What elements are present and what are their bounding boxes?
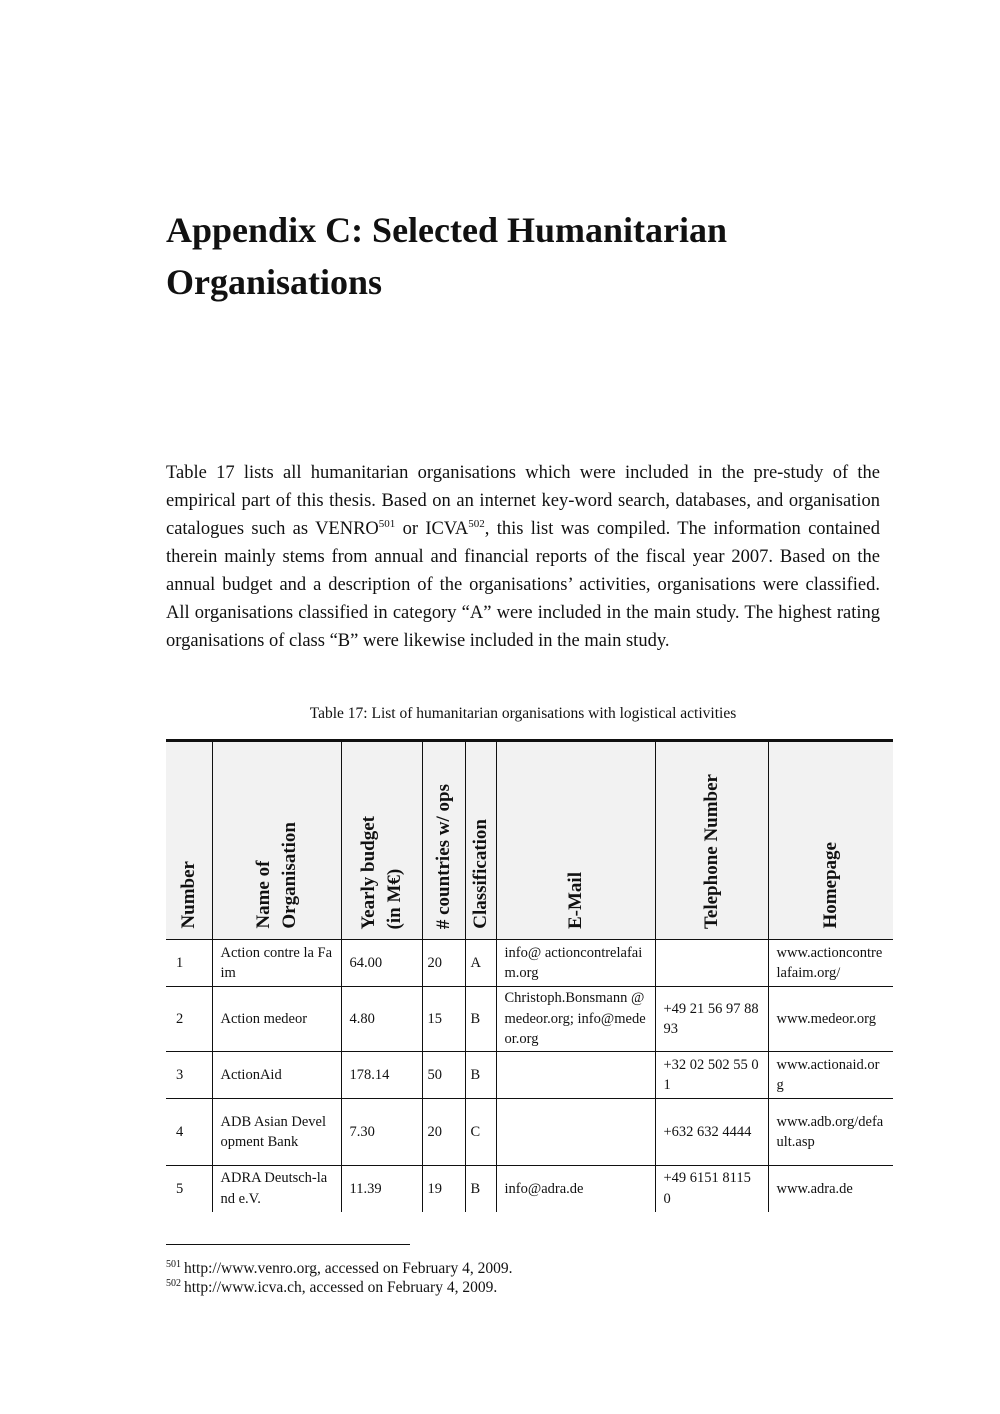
heading-line-1: Appendix C: Selected Humanitarian [166, 210, 728, 250]
header-name-label-2: Organisation [278, 822, 300, 929]
header-budget-label-2: (in M€) [383, 868, 405, 929]
header-homepage [768, 741, 893, 940]
paragraph-text-2: or ICVA [395, 519, 469, 539]
cell-homepage[interactable]: www.adb.org/default.asp [768, 1099, 893, 1166]
organisations-table [166, 739, 893, 1212]
cell-classification: B [465, 987, 496, 1052]
cell-name: ActionAid [212, 1052, 341, 1099]
footnote-ref-502[interactable]: 502 [468, 517, 485, 530]
table-row [166, 1166, 893, 1212]
cell-number: 5 [166, 1166, 212, 1212]
footnote-502 [166, 1278, 880, 1297]
cell-number: 4 [166, 1099, 212, 1166]
table-header-row [166, 741, 893, 940]
header-budget [341, 741, 422, 940]
header-number [166, 741, 212, 940]
cell-name: Action medeor [212, 987, 341, 1052]
header-email [496, 741, 655, 940]
header-countries-label: # countries w/ ops [432, 783, 454, 929]
cell-email[interactable]: Christoph.Bonsmann @medeor.org; info@medeor.org [496, 987, 655, 1052]
cell-telephone [655, 940, 768, 987]
footnotes [166, 1259, 880, 1297]
cell-countries: 20 [422, 1099, 465, 1166]
cell-classification: C [465, 1099, 496, 1166]
cell-countries: 15 [422, 987, 465, 1052]
cell-budget: 11.39 [341, 1166, 422, 1212]
cell-countries: 19 [422, 1166, 465, 1212]
footnote-separator [166, 1244, 410, 1245]
header-budget-label-1: Yearly budget [357, 815, 379, 929]
appendix-heading [166, 204, 866, 308]
header-countries [422, 741, 465, 940]
cell-homepage[interactable]: www.medeor.org [768, 987, 893, 1052]
intro-paragraph [166, 459, 880, 655]
header-telephone-label: Telephone Number [700, 773, 722, 929]
footnote-mark: 502 [166, 1278, 181, 1289]
cell-telephone: +49 6151 8115 0 [655, 1166, 768, 1212]
paragraph-text-3: , this list was compiled. The information contained therein mainly stems from annual and financial reports of the fiscal year 2007. Based on the annual budget and a description of the organisations’ activities, organisations were classified. All organisations classified in category “A” were included in the main study. The highest rating organisations of class “B” were likewise included in the main study. [166, 519, 880, 651]
table-row [166, 987, 893, 1052]
cell-classification: B [465, 1166, 496, 1212]
header-number-label: Number [177, 861, 199, 929]
cell-classification: A [465, 940, 496, 987]
footnote-mark: 501 [166, 1259, 181, 1270]
table-row [166, 1099, 893, 1166]
footnote-text[interactable]: http://www.venro.org, accessed on February 4, 2009. [184, 1260, 513, 1277]
header-classification-label: Classification [469, 819, 491, 929]
cell-name: Action contre la Faim [212, 940, 341, 987]
table-caption: Table 17: List of humanitarian organisations with logistical activities [309, 705, 737, 722]
header-email-label: E-Mail [564, 872, 586, 929]
cell-email[interactable] [496, 1052, 655, 1099]
cell-budget: 7.30 [341, 1099, 422, 1166]
heading-line-2: Organisations [166, 262, 383, 302]
cell-email[interactable]: info@ actioncontrelafaim.org [496, 940, 655, 987]
header-homepage-label: Homepage [819, 842, 841, 929]
cell-telephone: +49 21 56 97 88 93 [655, 987, 768, 1052]
footnote-text[interactable]: http://www.icva.ch, accessed on February 4, 2009. [184, 1279, 498, 1296]
cell-countries: 50 [422, 1052, 465, 1099]
header-classification [465, 741, 496, 940]
paragraph-text-1: Table 17 lists all humanitarian organisations which were included in the pre-study of the empirical part of this thesis. Based on an internet key-word search, databases, and organisation catalogues such as VENRO [166, 463, 880, 539]
cell-telephone: +632 632 4444 [655, 1099, 768, 1166]
cell-name: ADB Asian Development Bank [212, 1099, 341, 1166]
header-telephone [655, 741, 768, 940]
header-name-label-1: Name of [252, 860, 274, 929]
cell-email[interactable]: info@adra.de [496, 1166, 655, 1212]
footnote-501 [166, 1259, 880, 1278]
cell-homepage[interactable]: www.adra.de [768, 1166, 893, 1212]
footnote-ref-501[interactable]: 501 [378, 517, 396, 530]
table-row [166, 1052, 893, 1099]
cell-homepage[interactable]: www.actioncontrelafaim.org/ [768, 940, 893, 987]
cell-countries: 20 [422, 940, 465, 987]
cell-number: 1 [166, 940, 212, 987]
cell-homepage[interactable]: www.actionaid.org [768, 1052, 893, 1099]
cell-classification: B [465, 1052, 496, 1099]
cell-budget: 178.14 [341, 1052, 422, 1099]
cell-number: 2 [166, 987, 212, 1052]
cell-budget: 64.00 [341, 940, 422, 987]
cell-email[interactable] [496, 1099, 655, 1166]
cell-name: ADRA Deutsch-land e.V. [212, 1166, 341, 1212]
header-name [212, 741, 341, 940]
cell-telephone: +32 02 502 55 01 [655, 1052, 768, 1099]
cell-budget: 4.80 [341, 987, 422, 1052]
table-row [166, 940, 893, 987]
cell-number: 3 [166, 1052, 212, 1099]
